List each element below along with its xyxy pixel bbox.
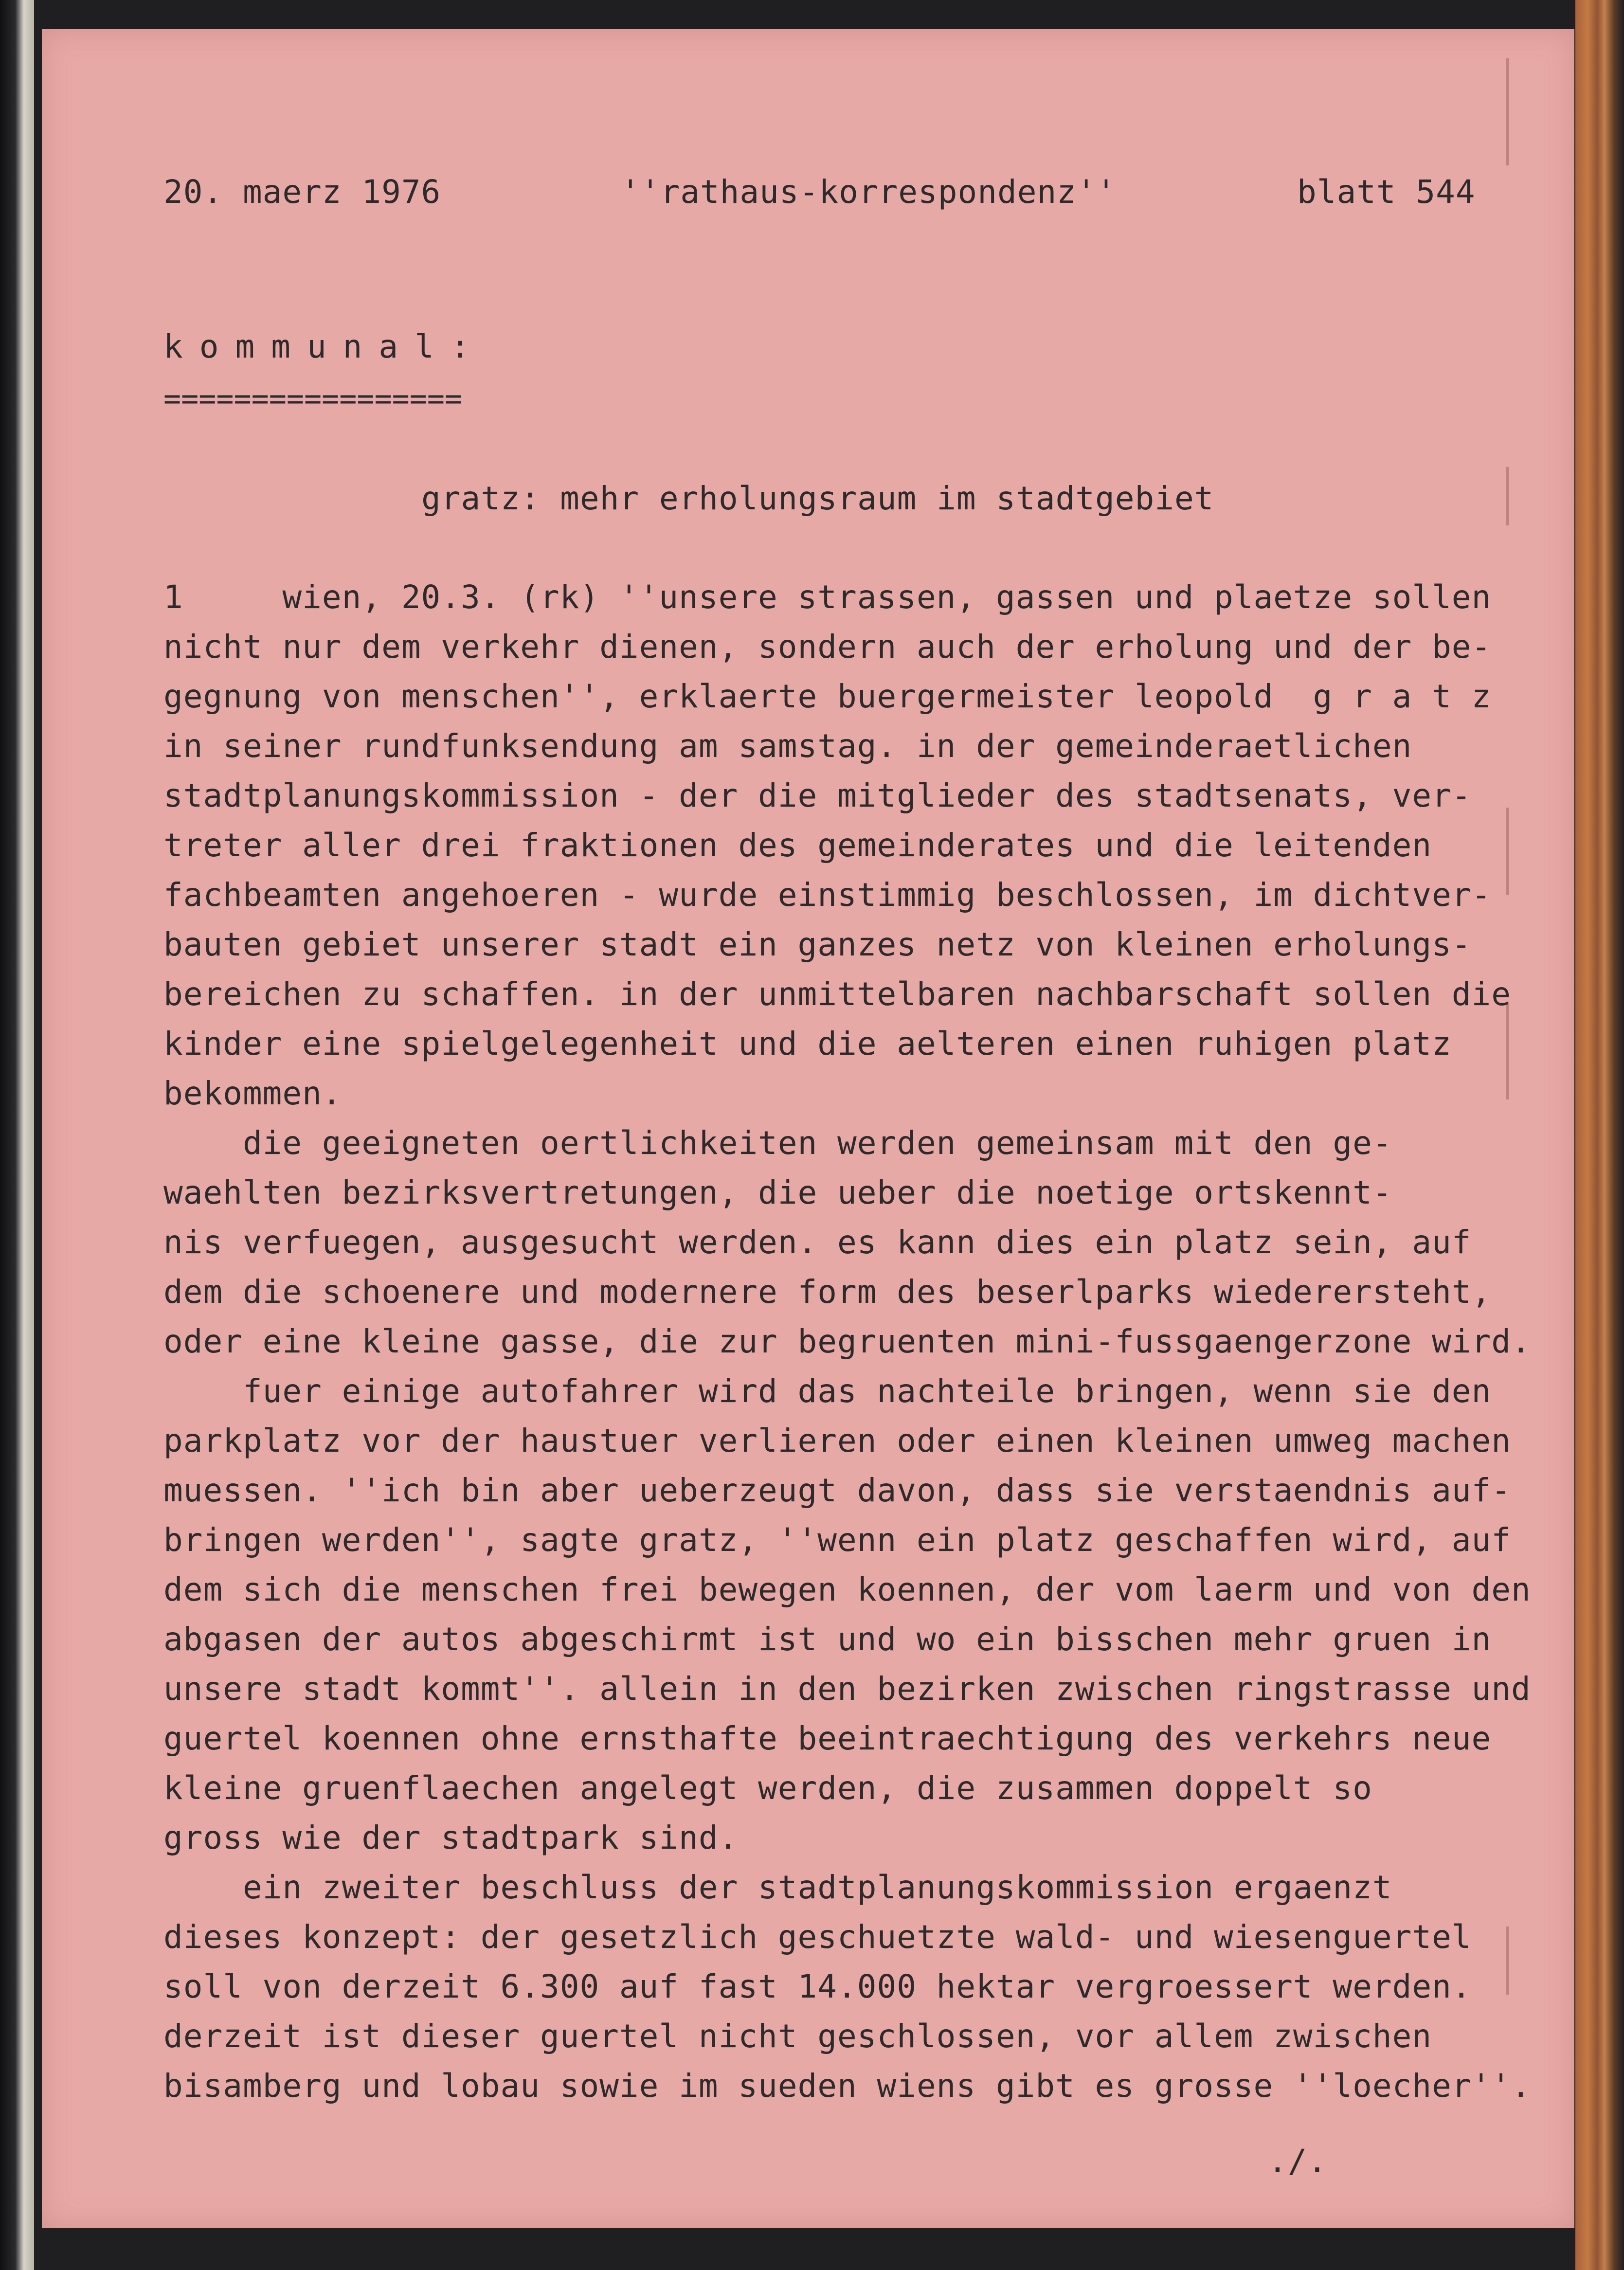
body-line: treter aller drei fraktionen des gemeinderates und die leitenden xyxy=(163,827,1432,864)
body-line: kleine gruenflaechen angelegt werden, die zusammen doppelt so xyxy=(163,1769,1372,1807)
page-stack-edge xyxy=(1575,0,1624,2270)
body-line: die geeigneten oertlichkeiten werden gemeinsam mit den ge- xyxy=(163,1124,1392,1162)
body-line: oder eine kleine gasse, die zur begruenten mini-fussgaengerzone wird. xyxy=(163,1323,1531,1360)
body-line: dem sich die menschen frei bewegen koennen, der vom laerm und von den xyxy=(163,1571,1531,1608)
section-label: kommunal: xyxy=(163,328,487,365)
header-date: 20. maerz 1976 xyxy=(163,173,441,211)
body-line: derzeit ist dieser guertel nicht geschlossen, vor allem zwischen xyxy=(163,2018,1432,2055)
body-line: fachbeamten angehoeren - wurde einstimmig beschlossen, im dichtver- xyxy=(163,876,1492,914)
body-line: gross wie der stadtpark sind. xyxy=(163,1819,739,1856)
body-line: kinder eine spielgelegenheit und die aelteren einen ruhigen platz xyxy=(163,1025,1452,1063)
margin-mark xyxy=(1506,1927,1509,1995)
body-line: muessen. ''ich bin aber ueberzeugt davon, dass sie verstaendnis auf- xyxy=(163,1472,1512,1509)
book-binding-edge xyxy=(0,0,34,2270)
body-line: ein zweiter beschluss der stadtplanungskommission ergaenzt xyxy=(163,1869,1392,1906)
article-headline: gratz: mehr erholungsraum im stadtgebiet xyxy=(421,480,1214,517)
header-page-number: blatt 544 xyxy=(1297,173,1476,211)
body-line: bisamberg und lobau sowie im sueden wiens gibt es grosse ''loecher''. xyxy=(163,2067,1531,2105)
body-line: soll von derzeit 6.300 auf fast 14.000 hektar vergroessert werden. xyxy=(163,1968,1472,2005)
body-line: bringen werden'', sagte gratz, ''wenn ein platz geschaffen wird, auf xyxy=(163,1521,1512,1559)
continuation-mark: ./. xyxy=(1268,2143,1328,2180)
body-line: bauten gebiet unserer stadt ein ganzes netz von kleinen erholungs- xyxy=(163,926,1472,963)
typewritten-page xyxy=(42,29,1574,2228)
body-line: waehlten bezirksvertretungen, die ueber die noetige ortskennt- xyxy=(163,1174,1392,1211)
body-line: nis verfuegen, ausgesucht werden. es kann dies ein platz sein, auf xyxy=(163,1224,1472,1261)
body-line: dem die schoenere und modernere form des beserlparks wiederersteht, xyxy=(163,1273,1492,1311)
body-line: parkplatz vor der haustuer verlieren oder einen kleinen umweg machen xyxy=(163,1422,1512,1459)
body-line: 1 wien, 20.3. (rk) ''unsere strassen, gassen und plaetze sollen xyxy=(163,578,1492,616)
header-publication: ''rathaus-korrespondenz'' xyxy=(621,173,1117,211)
margin-mark xyxy=(1506,808,1509,895)
body-line: stadtplanungskommission - der die mitglieder des stadtsenats, ver- xyxy=(163,777,1472,814)
body-line: in seiner rundfunksendung am samstag. in der gemeinderaetlichen xyxy=(163,727,1412,765)
body-line: bereichen zu schaffen. in der unmittelbaren nachbarschaft sollen die xyxy=(163,975,1512,1013)
margin-mark xyxy=(1506,467,1509,525)
margin-mark xyxy=(1506,58,1509,165)
body-line: unsere stadt kommt''. allein in den bezirken zwischen ringstrasse und xyxy=(163,1670,1531,1708)
body-line: bekommen. xyxy=(163,1075,342,1112)
body-line: fuer einige autofahrer wird das nachteile bringen, wenn sie den xyxy=(163,1372,1492,1410)
body-line: abgasen der autos abgeschirmt ist und wo ein bisschen mehr gruen in xyxy=(163,1621,1492,1658)
body-line: gegnung von menschen'', erklaerte buergermeister leopold g r a t z xyxy=(163,678,1492,715)
margin-mark xyxy=(1506,1002,1509,1099)
body-line: guertel koennen ohne ernsthafte beeintraechtigung des verkehrs neue xyxy=(163,1720,1492,1757)
section-underline: ================= xyxy=(163,382,463,416)
body-line: dieses konzept: der gesetzlich geschuetzte wald- und wiesenguertel xyxy=(163,1918,1472,1956)
body-line: nicht nur dem verkehr dienen, sondern auch der erholung und der be- xyxy=(163,628,1492,666)
